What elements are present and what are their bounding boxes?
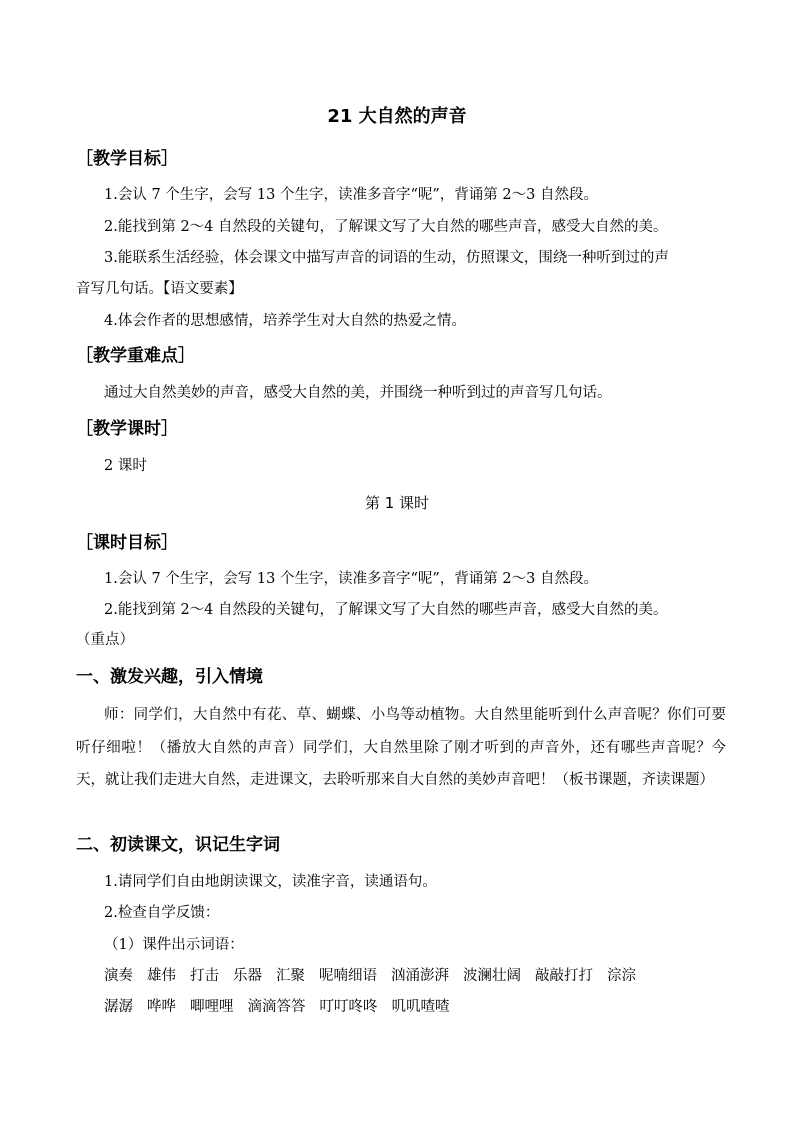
objective-item: 1.会认 7 个生字，会写 13 个生字，读准多音字“呢”，背诵第 2～3 自然段。 <box>104 187 598 203</box>
vocab-word: 雄伟 <box>147 968 176 984</box>
part1-paragraph: 师：同学们，大自然中有花、草、蝴蝶、小鸟等动植物。大自然里能听到什么声音呢？你们可要听仔细啦！（播放大自然的声音）同学们，大自然里除了刚才听到的声音外，还有哪些声音呢？今天，就让我们走进大自然，走进课文，去聆听那来自大自然的美妙声音吧！（板书课题，齐读课题） <box>76 707 726 788</box>
part2-heading: 二、初读课文，识记生字词 <box>76 835 280 855</box>
hours-heading: ［教学课时］ <box>76 419 178 439</box>
lesson-objective-item: 1.会认 7 个生字，会写 13 个生字，读准多音字“呢”，背诵第 2～3 自然段。 <box>104 571 598 587</box>
keypoints-text: 通过大自然美妙的声音，感受大自然的美，并围绕一种听到过的声音写几句话。 <box>104 385 612 401</box>
hours-text: 2 课时 <box>104 458 147 474</box>
objectives-heading: ［教学目标］ <box>76 149 178 169</box>
lesson-objective-item: 2.能找到第 2～4 自然段的关键句，了解课文写了大自然的哪些声音，感受大自然的美。 <box>104 602 668 618</box>
vocab-word: 哗哗 <box>147 999 176 1015</box>
vocab-word: 滴滴答答 <box>247 999 306 1015</box>
vocab-word: 汇聚 <box>276 968 305 984</box>
vocab-word: 敲敲打打 <box>535 968 593 984</box>
vocab-word: 汹涌澎湃 <box>391 968 449 984</box>
lesson-title: 第 1 课时 <box>364 494 430 512</box>
part2-item: 1.请同学们自由地朗读课文，读准字音，读通语句。 <box>104 874 437 890</box>
objective-item: 2.能找到第 2～4 自然段的关键句，了解课文写了大自然的哪些声音，感受大自然的美。 <box>104 219 668 235</box>
vocab-word: 潺潺 <box>104 999 133 1015</box>
keypoints-heading: ［教学重难点］ <box>76 346 195 366</box>
vocab-word: 叽叽喳喳 <box>391 999 450 1015</box>
vocab-row-2 <box>104 996 464 1018</box>
objective-item: 3.能联系生活经验，体会课文中描写声音的词语的生动，仿照课文，围绕一种听到过的声 <box>104 250 669 266</box>
part1-heading: 一、激发兴趣，引入情境 <box>76 667 263 687</box>
objective-item-continued: 音写几句话。【语文要素】 <box>76 281 243 297</box>
lesson-objectives-heading: ［课时目标］ <box>76 533 178 553</box>
vocab-word: 唧哩哩 <box>190 999 234 1015</box>
document-title: 21 大自然的声音 <box>327 106 467 127</box>
vocab-word: 演奏 <box>104 968 133 984</box>
part2-item: 2.检查自学反馈： <box>104 905 220 921</box>
vocab-word: 波澜壮阔 <box>463 968 521 984</box>
part2-item: （1）课件出示词语： <box>104 937 244 953</box>
vocab-word: 乐器 <box>233 968 262 984</box>
vocab-word: 呢喃细语 <box>319 968 377 984</box>
vocab-word: 叮叮咚咚 <box>319 999 378 1015</box>
vocab-word: 打击 <box>190 968 219 984</box>
objective-item: 4.体会作者的思想感情，培养学生对大自然的热爱之情。 <box>104 313 466 329</box>
vocab-word: 淙淙 <box>607 968 636 984</box>
lesson-objective-note: （重点） <box>76 632 134 648</box>
vocab-row-1 <box>104 965 650 987</box>
